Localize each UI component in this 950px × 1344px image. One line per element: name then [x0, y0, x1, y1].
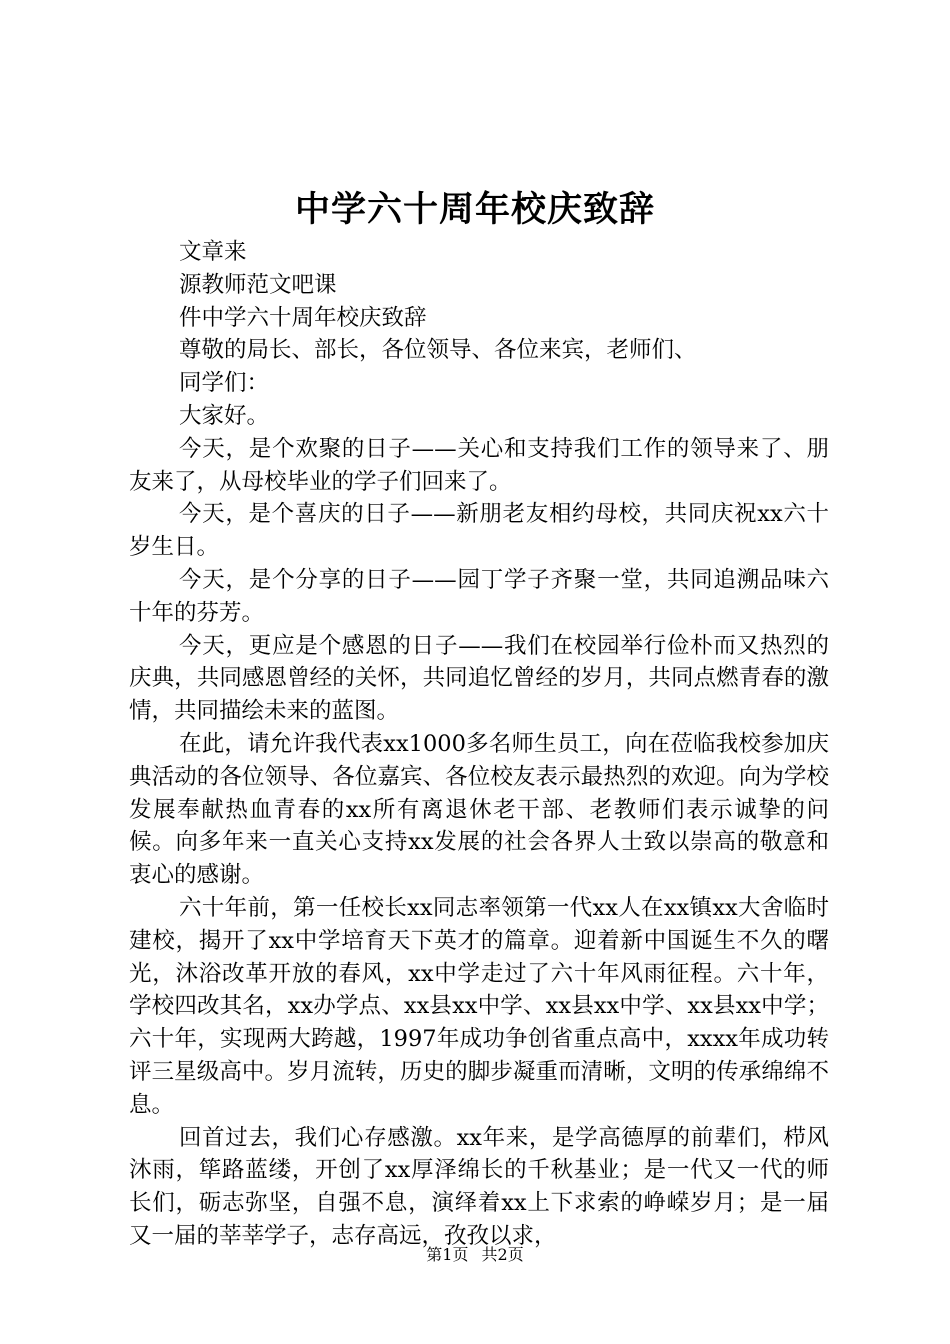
- paragraph-gratitude-day: 今天，更应是个感恩的日子——我们在校园举行俭朴而又热烈的庆典，共同感恩曾经的关怀，共同追忆曾经的岁月，共同点燃青春的激情，共同描绘未来的蓝图。: [129, 632, 829, 725]
- paragraph-welcome: 在此，请允许我代表xx1000多名师生员工，向在莅临我校参加庆典活动的各位领导、各位嘉宾、各位校友表示最热烈的欢迎。向为学校发展奉献热血青春的xx所有离退休老干部、老教师们表示诚挚的问候。向多年来一直关心支持xx发展的社会各界人士致以崇高的敬意和衷心的感谢。: [129, 730, 829, 889]
- paragraph-salutation-cont: 同学们：: [179, 370, 270, 397]
- page-number: 第1页: [426, 1245, 469, 1264]
- page-total: 共2页: [481, 1245, 524, 1264]
- paragraph-history: 六十年前，第一任校长xx同志率领第一代xx人在xx镇xx大舍临时建校，揭开了xx中学培育天下英才的篇章。迎着新中国诞生不久的曙光，沐浴改革开放的春风，xx中学走过了六十年风雨征程。六十年，学校四改其名，xx办学点、xx县xx中学、xx县xx中学、xx县xx中学；六十年，实现两大跨越，1997年成功争创省重点高中，xxxx年成功转评三星级高中。岁月流转，历史的脚步凝重而清晰，文明的传承绵绵不息。: [129, 894, 829, 1118]
- document-body: [129, 236, 829, 1253]
- document-title: 中学六十周年校庆致辞: [294, 189, 655, 230]
- paragraph-source-line-1: 文章来: [179, 239, 247, 265]
- paragraph-source-line-2: 源教师范文吧课: [179, 271, 337, 298]
- paragraph-celebration-day: 今天，是个喜庆的日子——新朋老友相约母校，共同庆祝xx六十岁生日。: [129, 501, 829, 561]
- paragraph-looking-back: 回首过去，我们心存感激。xx年来，是学高德厚的前辈们，栉风沐雨，筚路蓝缕，开创了xx厚泽绵长的千秋基业；是一代又一代的师长们，砺志弥坚，自强不息，演绎着xx上下求索的峥嵘岁月；是一届又一届的莘莘学子，志存高远，孜孜以求，: [129, 1124, 829, 1249]
- paragraph-reunion-day: 今天，是个欢聚的日子——关心和支持我们工作的领导来了、朋友来了，从母校毕业的学子们回来了。: [129, 435, 829, 495]
- paragraph-source-line-3: 件中学六十周年校庆致辞: [179, 304, 427, 331]
- paragraph-sharing-day: 今天，是个分享的日子——园丁学子齐聚一堂，共同追溯品味六十年的芬芳。: [129, 566, 829, 626]
- paragraph-salutation: 尊敬的局长、部长，各位领导、各位来宾，老师们、: [179, 337, 697, 364]
- page-footer: [0, 1244, 950, 1266]
- paragraph-greeting: 大家好。: [179, 402, 270, 429]
